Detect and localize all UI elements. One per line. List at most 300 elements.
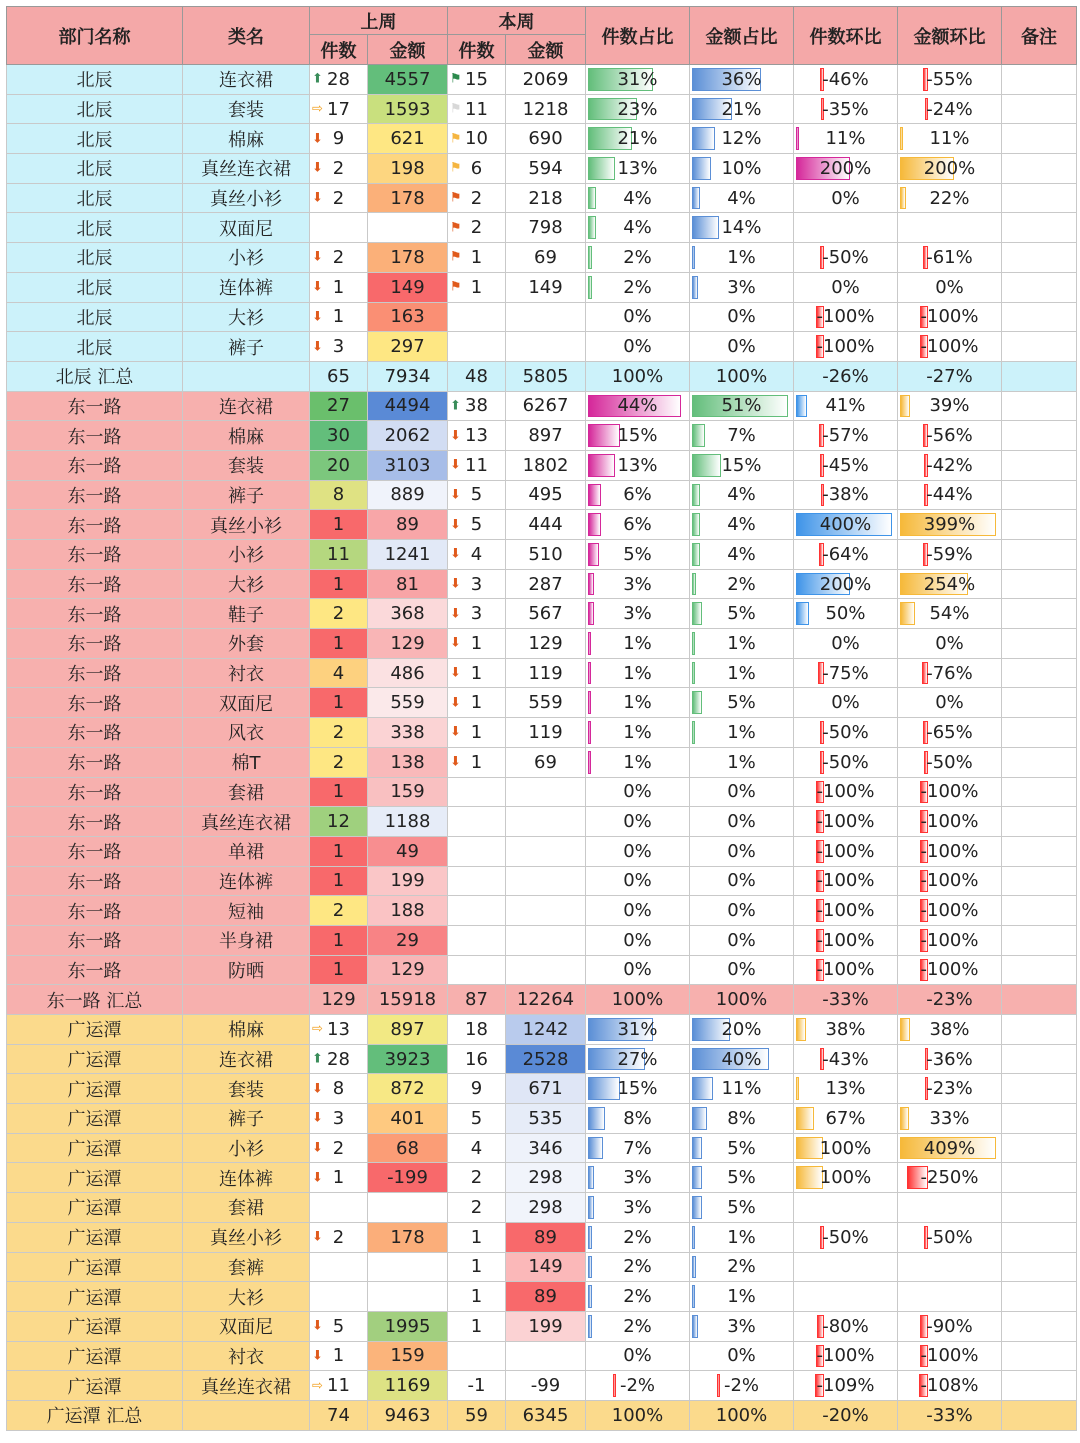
this-amount-cell-value: 218 [528,187,563,209]
this-amount-cell [506,1044,586,1074]
last-count-cell [310,569,368,599]
subtotal-cell: 6345 [506,1400,586,1430]
count-change-cell-value: 41% [825,395,866,417]
dept-cell: 东一路 [7,866,183,896]
this-count-cell [448,1282,506,1312]
subtotal-cell: -20% [794,1400,898,1430]
arrow-down-icon: ⬇ [312,1110,323,1126]
last-count-cell [310,1371,368,1401]
last-amount-cell [368,124,448,154]
count-share-cell-value: 0% [623,1345,652,1367]
category-cell: 棉麻 [183,124,310,154]
this-amount-cell-value: 1802 [522,454,569,476]
count-change-cell [794,1044,898,1074]
last-amount-cell-value: 163 [390,306,425,328]
amount-change-cell-value: -55% [926,68,973,90]
count-share-cell [586,658,690,688]
last-amount-cell-value: 3103 [384,454,431,476]
note-cell [1002,1311,1077,1341]
last-amount-cell-value: 1188 [384,811,431,833]
amount-change-cell-value: -100% [920,900,979,922]
last-amount-cell [368,540,448,570]
this-count-cell [448,1074,506,1104]
amount-change-cell [898,272,1002,302]
this-amount-cell [506,688,586,718]
amount-change-cell-value: -56% [926,425,973,447]
last-count-cell-value: 20 [327,454,350,476]
last-count-cell [310,629,368,659]
last-amount-cell [368,1133,448,1163]
arrow-down-icon: ⬇ [450,517,461,533]
note-cell [1002,213,1077,243]
count-share-cell-value: 8% [623,1107,652,1129]
note-cell [1002,569,1077,599]
this-count-cell [448,65,506,95]
last-count-cell-value: 1 [332,573,345,595]
this-amount-cell-value: 298 [528,1167,563,1189]
amount-change-cell [898,213,1002,243]
category-cell: 单裙 [183,836,310,866]
arrow-down-icon: ⬇ [450,665,461,681]
count-change-cell-value: -109% [816,1375,875,1397]
last-count-cell [310,836,368,866]
amount-change-cell-value: -61% [926,246,973,268]
amount-share-cell [690,332,794,362]
data-bar [692,157,711,180]
last-amount-cell-value: 872 [390,1078,425,1100]
table-row [7,302,1077,332]
note-cell [1002,629,1077,659]
arrow-down-icon: ⬇ [312,339,323,355]
last-amount-cell [368,629,448,659]
amount-share-cell-value: 1% [727,662,756,684]
amount-change-cell-value: -100% [920,959,979,981]
last-count-cell [310,510,368,540]
amount-change-cell-value: 409% [923,1137,976,1159]
count-share-cell-value: 3% [623,573,652,595]
note-cell [1002,658,1077,688]
last-count-cell [310,540,368,570]
table-row [7,629,1077,659]
last-count-cell [310,213,368,243]
last-amount-cell [368,480,448,510]
count-change-cell [794,1341,898,1371]
last-amount-cell-value: 897 [390,1018,425,1040]
note-cell [1002,1015,1077,1045]
table-row [7,1222,1077,1252]
amount-share-cell-value: 0% [727,900,756,922]
note-cell [1002,718,1077,748]
last-count-cell-value: 2 [332,1226,345,1248]
amount-share-cell-value: 5% [727,603,756,625]
amount-share-cell [690,510,794,540]
this-count-cell-value: 15 [465,68,488,90]
last-count-cell-value: 27 [327,395,350,417]
table-row [7,688,1077,718]
this-amount-cell-value: 119 [528,721,563,743]
last-count-cell-value: 2 [332,157,345,179]
dept-cell: 东一路 [7,807,183,837]
last-count-cell-value: 1 [332,959,345,981]
dept-cell: 东一路 [7,450,183,480]
data-bar [692,513,700,536]
this-amount-cell [506,65,586,95]
last-amount-cell-value: 1169 [384,1375,431,1397]
note-cell [1002,896,1077,926]
this-amount-cell [506,94,586,124]
count-share-cell [586,629,690,659]
last-count-cell-value: 13 [327,1018,350,1040]
dept-cell: 东一路 [7,777,183,807]
last-count-cell [310,658,368,688]
this-count-cell [448,866,506,896]
table-row [7,243,1077,273]
last-count-cell-value: 1 [332,632,345,654]
arrow-down-icon: ⬇ [450,606,461,622]
arrow-down-icon: ⬇ [312,1348,323,1364]
last-count-cell-value: 8 [332,1078,345,1100]
this-count-cell [448,955,506,985]
dept-cell: 北辰 [7,65,183,95]
this-count-cell [448,1371,506,1401]
count-share-cell [586,94,690,124]
header-count-share: 件数占比 [586,7,690,65]
table-row [7,836,1077,866]
subtotal-note [1002,985,1077,1015]
dept-cell: 东一路 [7,540,183,570]
count-change-cell-value: -100% [816,959,875,981]
count-share-cell [586,896,690,926]
last-amount-cell-value: 338 [390,721,425,743]
this-amount-cell [506,1074,586,1104]
amount-share-cell-value: 8% [727,1107,756,1129]
count-share-cell-value: 3% [623,1167,652,1189]
count-change-cell-value: -100% [816,870,875,892]
note-cell [1002,450,1077,480]
this-count-cell-value: 1 [470,721,483,743]
amount-share-cell-value: 1% [727,632,756,654]
dept-cell: 广运潭 [7,1341,183,1371]
last-count-cell-value: 1 [332,840,345,862]
table-row [7,599,1077,629]
last-amount-cell [368,807,448,837]
amount-change-cell [898,925,1002,955]
amount-share-cell-value: 5% [727,1167,756,1189]
count-change-cell [794,332,898,362]
category-cell: 真丝连衣裙 [183,807,310,837]
count-change-cell [794,480,898,510]
arrow-down-icon: ⬇ [450,724,461,740]
arrow-right-icon: ⇨ [312,1378,323,1394]
last-count-cell [310,1015,368,1045]
flag-icon: ⚑ [450,220,462,236]
this-count-cell [448,807,506,837]
this-amount-cell-value: 559 [528,692,563,714]
this-amount-cell [506,1015,586,1045]
note-cell [1002,747,1077,777]
amount-share-cell [690,124,794,154]
amount-change-cell-value: 200% [923,157,976,179]
count-change-cell [794,391,898,421]
this-amount-cell-value: 1242 [522,1018,569,1040]
amount-share-cell-value: 5% [727,1137,756,1159]
this-count-cell-value: 1 [470,246,483,268]
amount-change-cell-value: 39% [929,395,970,417]
this-amount-cell-value: 199 [528,1315,563,1337]
dept-cell: 东一路 [7,747,183,777]
data-bar [588,484,601,507]
this-count-cell-value: 10 [465,128,488,150]
dept-cell: 东一路 [7,510,183,540]
count-share-cell [586,747,690,777]
this-amount-cell [506,480,586,510]
data-bar [588,1256,592,1279]
category-cell: 裤子 [183,480,310,510]
count-share-cell-value: 21% [617,128,658,150]
data-bar [588,691,591,714]
count-change-cell-value: -46% [822,68,869,90]
category-cell: 防晒 [183,955,310,985]
last-count-cell [310,925,368,955]
count-share-cell-value: 0% [623,900,652,922]
category-cell: 小衫 [183,1133,310,1163]
count-share-cell [586,688,690,718]
table-row [7,1104,1077,1134]
last-amount-cell-value: 129 [390,632,425,654]
dept-cell: 东一路 [7,480,183,510]
last-amount-cell [368,658,448,688]
count-change-cell-value: -100% [816,336,875,358]
category-cell: 套装 [183,450,310,480]
dept-cell: 东一路 [7,629,183,659]
category-cell: 小衫 [183,243,310,273]
arrow-down-icon: ⬇ [450,695,461,711]
last-count-cell [310,421,368,451]
flag-icon: ⚑ [450,71,462,87]
last-amount-cell [368,1015,448,1045]
amount-change-cell [898,1044,1002,1074]
category-cell: 连衣裙 [183,1044,310,1074]
category-cell: 连体裤 [183,866,310,896]
table-row [7,866,1077,896]
last-count-cell [310,599,368,629]
arrow-up-icon: ⬆ [312,71,323,87]
this-amount-cell [506,1104,586,1134]
last-count-cell-value: 8 [332,484,345,506]
subtotal-row [7,1400,1077,1430]
category-cell: 真丝小衫 [183,183,310,213]
table-row [7,94,1077,124]
table-row [7,1341,1077,1371]
note-cell [1002,866,1077,896]
amount-share-cell [690,1044,794,1074]
this-count-cell [448,1341,506,1371]
this-count-cell [448,154,506,184]
count-share-cell-value: 44% [617,395,658,417]
last-count-cell [310,1163,368,1193]
count-change-cell [794,213,898,243]
this-amount-cell [506,1282,586,1312]
this-count-cell [448,658,506,688]
note-cell [1002,1104,1077,1134]
data-bar [692,602,702,625]
note-cell [1002,1341,1077,1371]
data-bar [900,1018,910,1041]
count-change-cell [794,1104,898,1134]
this-count-cell [448,1104,506,1134]
amount-change-cell [898,1074,1002,1104]
last-amount-cell-value: 621 [390,128,425,150]
amount-change-cell-value: -76% [926,662,973,684]
data-bar [796,1018,806,1041]
count-share-cell [586,302,690,332]
amount-change-cell-value: -44% [926,484,973,506]
this-count-cell [448,510,506,540]
subtotal-cell: -26% [794,361,898,391]
count-change-cell-value: -50% [822,751,869,773]
category-cell: 大衫 [183,302,310,332]
arrow-down-icon: ⬇ [312,1318,323,1334]
this-count-cell-value: 2 [470,217,483,239]
data-bar [588,662,591,685]
note-cell [1002,480,1077,510]
amount-share-cell-value: 36% [721,68,762,90]
this-count-cell [448,540,506,570]
subtotal-label: 广运潭 汇总 [7,1400,183,1430]
last-amount-cell [368,1074,448,1104]
this-amount-cell-value: 1218 [522,98,569,120]
count-share-cell [586,154,690,184]
count-share-cell-value: 0% [623,306,652,328]
amount-change-cell [898,896,1002,926]
table-row [7,124,1077,154]
amount-share-cell-value: 15% [721,454,762,476]
amount-change-cell [898,94,1002,124]
count-change-cell-value: 200% [819,573,872,595]
subtotal-cell: -33% [794,985,898,1015]
dept-cell: 北辰 [7,213,183,243]
amount-share-cell [690,1282,794,1312]
this-amount-cell-value: 535 [528,1107,563,1129]
count-share-cell [586,65,690,95]
count-change-cell [794,688,898,718]
data-bar [796,1166,823,1189]
this-count-cell-value: 1 [470,276,483,298]
count-share-cell-value: 1% [623,662,652,684]
data-bar [588,246,592,269]
subtotal-cell: 15918 [368,985,448,1015]
data-bar [692,1285,695,1308]
table-row [7,450,1077,480]
count-change-cell-value: -45% [822,454,869,476]
table-row [7,658,1077,688]
this-count-cell [448,1252,506,1282]
last-count-cell-value: 5 [332,1315,345,1337]
count-share-cell-value: 2% [623,246,652,268]
count-change-cell [794,1311,898,1341]
amount-change-cell-value: 0% [935,276,964,298]
count-change-cell-value: -100% [816,900,875,922]
last-amount-cell [368,1222,448,1252]
count-share-cell-value: 2% [623,1226,652,1248]
amount-change-cell [898,955,1002,985]
last-amount-cell-value: 68 [396,1137,419,1159]
count-change-cell [794,510,898,540]
data-bar [588,602,594,625]
table-body [7,65,1077,1431]
last-amount-cell-value: -199 [387,1167,428,1189]
amount-change-cell [898,1252,1002,1282]
arrow-down-icon: ⬇ [450,487,461,503]
this-count-cell-value: 11 [465,454,488,476]
last-count-cell-value: 9 [332,128,345,150]
this-count-cell [448,569,506,599]
last-amount-cell [368,1341,448,1371]
last-count-cell-value: 11 [327,543,350,565]
count-share-cell-value: 0% [623,811,652,833]
amount-change-cell-value: -100% [920,336,979,358]
count-share-cell-value: 7% [623,1137,652,1159]
note-cell [1002,807,1077,837]
data-bar [796,1107,814,1130]
this-count-cell-value: 3 [470,573,483,595]
amount-share-cell [690,421,794,451]
data-bar [588,1315,592,1338]
note-cell [1002,243,1077,273]
count-share-cell [586,599,690,629]
amount-share-cell [690,1193,794,1223]
dept-cell: 广运潭 [7,1371,183,1401]
dept-cell: 广运潭 [7,1163,183,1193]
data-bar [692,1107,707,1130]
data-bar [588,1196,594,1219]
data-bar [588,276,592,299]
count-share-cell [586,272,690,302]
amount-change-cell-value: -50% [926,1226,973,1248]
count-share-cell [586,480,690,510]
subtotal-cell: 9463 [368,1400,448,1430]
count-share-cell [586,1222,690,1252]
data-bar [588,751,591,774]
this-amount-cell [506,1222,586,1252]
header-last-count: 件数 [310,35,368,65]
this-amount-cell [506,302,586,332]
amount-share-cell [690,599,794,629]
arrow-down-icon: ⬇ [450,546,461,562]
count-share-cell-value: 27% [617,1048,658,1070]
count-share-cell-value: 6% [623,514,652,536]
this-count-cell-value: 4 [470,543,483,565]
amount-share-cell-value: 0% [727,1345,756,1367]
count-change-cell-value: -100% [816,306,875,328]
amount-change-cell-value: 11% [929,128,970,150]
this-count-cell [448,1311,506,1341]
this-count-cell-value: 1 [470,1286,483,1308]
amount-share-cell-value: 21% [721,98,762,120]
category-cell: 短袖 [183,896,310,926]
amount-change-cell [898,183,1002,213]
this-count-cell-value: 1 [470,1226,483,1248]
amount-share-cell [690,688,794,718]
dept-cell: 北辰 [7,272,183,302]
subtotal-label: 北辰 汇总 [7,361,183,391]
note-cell [1002,332,1077,362]
this-amount-cell [506,718,586,748]
count-change-cell [794,1074,898,1104]
data-bar [588,1226,592,1249]
amount-change-cell-value: -100% [920,781,979,803]
last-count-cell-value: 2 [332,246,345,268]
